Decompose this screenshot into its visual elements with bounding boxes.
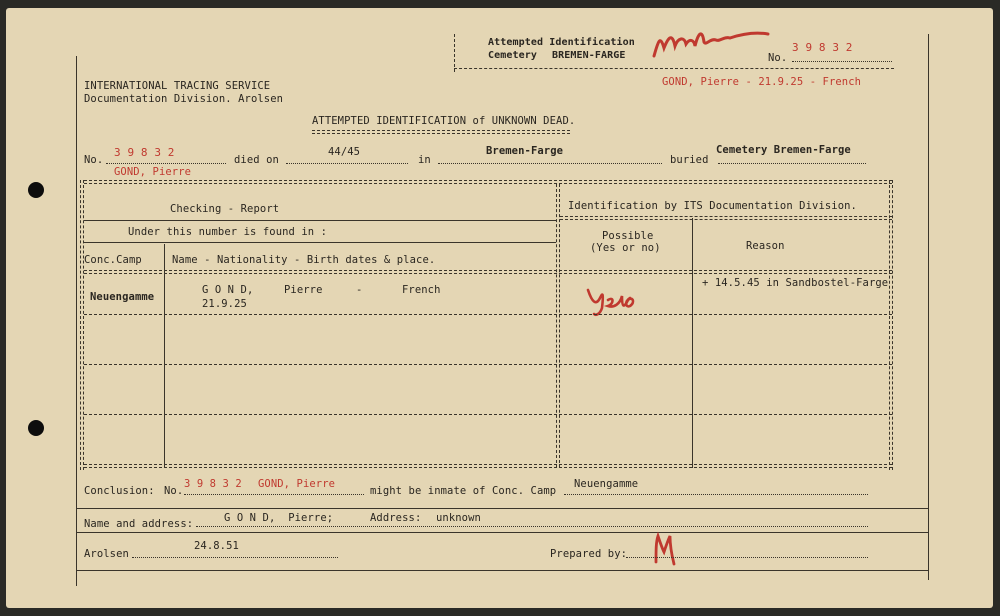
left-subheader-rule bbox=[84, 242, 556, 243]
possible-col-divider bbox=[692, 218, 693, 468]
row1-bottom-rule bbox=[84, 314, 892, 315]
conclusion-name: GOND, Pierre bbox=[258, 478, 336, 490]
stamp-label2: Cemetery bbox=[488, 50, 537, 61]
possible-header-1: Possible bbox=[602, 230, 654, 242]
footer-rule-1 bbox=[76, 508, 928, 509]
prepared-dots bbox=[626, 557, 868, 558]
name-address-label: Name and address: bbox=[84, 518, 194, 530]
top-no-dots bbox=[792, 61, 892, 62]
date-value: 24.8.51 bbox=[194, 540, 239, 552]
camp-col-divider bbox=[164, 244, 165, 468]
table-right-border bbox=[889, 180, 893, 470]
conclusion-camp-value: Neuengamme bbox=[574, 478, 639, 490]
row1-nationality: French bbox=[402, 284, 441, 296]
footer-rule-2 bbox=[76, 532, 928, 533]
punch-hole-bottom bbox=[28, 420, 44, 436]
conclusion-no-label: No. bbox=[164, 485, 184, 497]
table-mid-divider bbox=[556, 184, 560, 468]
possible-header-2: (Yes or no) bbox=[590, 242, 661, 254]
record-no-dots bbox=[106, 163, 226, 164]
died-label: died on bbox=[234, 154, 279, 166]
conclusion-no-value: 3 9 8 3 2 bbox=[184, 478, 242, 490]
row1-camp: Neuengamme bbox=[90, 291, 155, 303]
top-no-label: No. bbox=[768, 52, 788, 64]
stamp-line1: Attempted Identification bbox=[488, 37, 635, 48]
table-top-border bbox=[84, 180, 892, 184]
row1-reason: + 14.5.45 in Sandbostel-Farge bbox=[702, 277, 889, 289]
died-value: 44/45 bbox=[328, 146, 361, 158]
prepared-by-label: Prepared by: bbox=[550, 548, 628, 560]
in-label: in bbox=[418, 154, 431, 166]
under-number-subheader: Under this number is found in : bbox=[128, 226, 328, 238]
place-value: Bremen-Farge bbox=[486, 145, 564, 157]
row1-dash: - bbox=[356, 284, 363, 296]
address-value: unknown bbox=[436, 512, 481, 524]
record-no-label: No. bbox=[84, 154, 104, 166]
punch-hole-top bbox=[28, 182, 44, 198]
conclusion-dots bbox=[184, 494, 364, 495]
header-bottom-rule bbox=[84, 270, 892, 274]
handwritten-made-mark bbox=[646, 24, 776, 64]
org-line1: INTERNATIONAL TRACING SERVICE bbox=[84, 80, 271, 92]
right-header-rule bbox=[560, 216, 892, 220]
address-label: Address: bbox=[370, 512, 422, 524]
row3-bottom-rule bbox=[84, 414, 892, 415]
record-name-red: GOND, Pierre bbox=[114, 166, 192, 178]
table-left-border bbox=[80, 180, 84, 470]
buried-dots bbox=[718, 163, 866, 164]
place-dots bbox=[438, 163, 662, 164]
footer-rule-3 bbox=[76, 570, 928, 571]
name-col-header: Name - Nationality - Birth dates & place. bbox=[172, 254, 436, 266]
conclusion-label: Conclusion: bbox=[84, 485, 155, 497]
card-right-rule bbox=[928, 34, 929, 580]
inmate-text: might be inmate of Conc. Camp bbox=[370, 485, 557, 497]
its-identification-header: Identification by ITS Documentation Division. bbox=[568, 200, 857, 212]
row1-birth: 21.9.25 bbox=[202, 298, 247, 310]
checking-report-header: Checking - Report bbox=[170, 203, 280, 215]
form-title: ATTEMPTED IDENTIFICATION of UNKNOWN DEAD. bbox=[312, 115, 576, 127]
stamp-left-border bbox=[454, 34, 455, 72]
org-line2: Documentation Division. Arolsen bbox=[84, 93, 284, 105]
record-no-value: 3 9 8 3 2 bbox=[114, 146, 175, 159]
conclusion-camp-dots bbox=[564, 494, 868, 495]
top-no-value: 3 9 8 3 2 bbox=[792, 41, 853, 54]
left-header-rule bbox=[84, 220, 556, 221]
reason-header: Reason bbox=[746, 240, 785, 252]
name-address-dots bbox=[196, 526, 868, 527]
camp-col-header: Conc.Camp bbox=[84, 254, 142, 266]
card-left-rule bbox=[76, 56, 77, 586]
date-dots bbox=[132, 557, 338, 558]
row1-name: G O N D, bbox=[202, 284, 254, 296]
place-label: Arolsen bbox=[84, 548, 129, 560]
name-value: G O N D, Pierre; bbox=[224, 512, 334, 524]
buried-label: buried bbox=[670, 154, 709, 166]
row2-bottom-rule bbox=[84, 364, 892, 365]
buried-value: Cemetery Bremen-Farge bbox=[716, 144, 851, 156]
row1-first-name: Pierre bbox=[284, 284, 323, 296]
died-dots bbox=[286, 163, 408, 164]
red-summary: GOND, Pierre - 21.9.25 - French bbox=[662, 76, 862, 88]
table-bottom-border bbox=[84, 464, 892, 468]
index-card bbox=[6, 8, 993, 608]
stamp-value2: BREMEN-FARGE bbox=[552, 50, 626, 61]
form-title-underline bbox=[312, 130, 570, 134]
stamp-bottom-border bbox=[454, 68, 894, 69]
